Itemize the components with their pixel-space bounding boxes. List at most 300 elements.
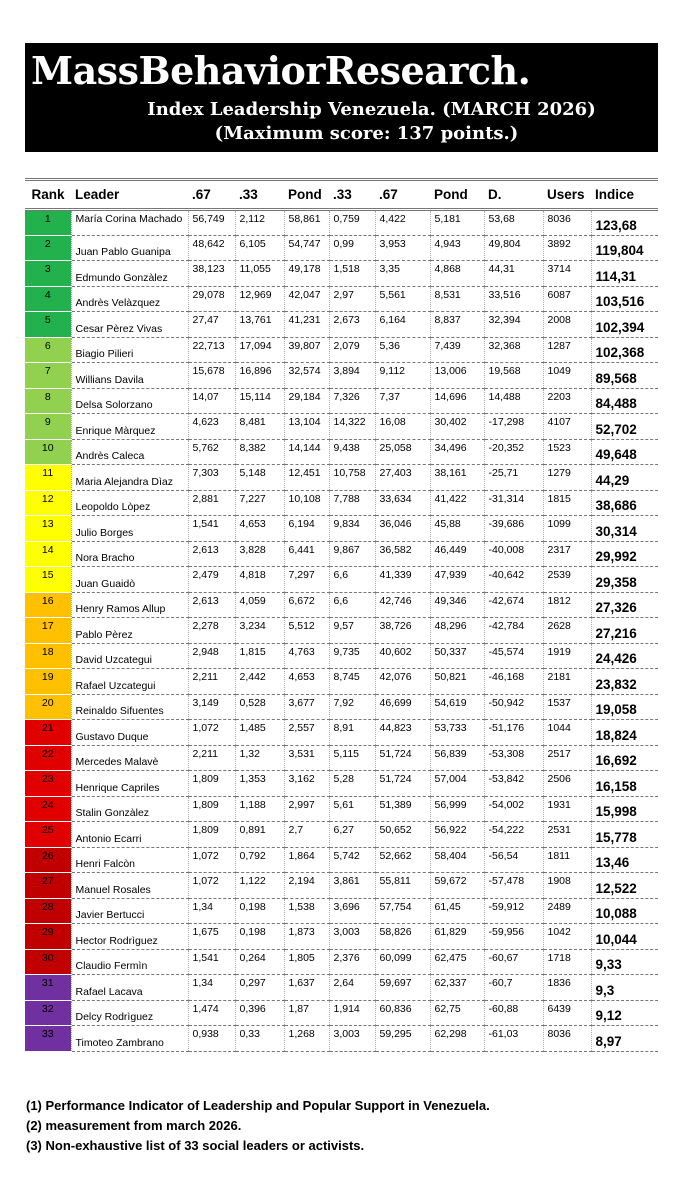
value-cell-c2: 6,105 (235, 235, 284, 261)
value-cell-c4: 0,99 (329, 235, 375, 261)
value-cell-users: 2008 (543, 312, 591, 338)
value-cell-c6: 34,496 (430, 439, 484, 465)
value-cell-c2: 1,485 (235, 720, 284, 746)
value-cell-c3: 6,672 (284, 592, 329, 618)
value-cell-users: 2531 (543, 822, 591, 848)
leader-name: María Corina Machado (71, 210, 188, 236)
value-cell-users: 1811 (543, 847, 591, 873)
value-cell-c6: 56,922 (430, 822, 484, 848)
value-cell-c6: 47,939 (430, 567, 484, 593)
value-cell-d: -54,002 (484, 796, 543, 822)
value-cell-d: -39,686 (484, 516, 543, 542)
value-cell-c5: 44,823 (375, 720, 430, 746)
value-cell-d: -60,67 (484, 949, 543, 975)
column-header-indice: Indice (591, 180, 658, 210)
rank-cell: 3 (25, 261, 71, 287)
rank-cell: 10 (25, 439, 71, 465)
value-cell-d: -45,574 (484, 643, 543, 669)
indice-value: 9,12 (591, 1000, 658, 1026)
value-cell-d: -42,784 (484, 618, 543, 644)
value-cell-c5: 57,754 (375, 898, 430, 924)
leader-name: Javier Bertucci (71, 898, 188, 924)
leader-name: Reinaldo Sifuentes (71, 694, 188, 720)
value-cell-c4: 3,003 (329, 924, 375, 950)
value-cell-c5: 52,662 (375, 847, 430, 873)
value-cell-c3: 7,297 (284, 567, 329, 593)
rank-cell: 28 (25, 898, 71, 924)
table-row (25, 745, 658, 771)
value-cell-c2: 4,653 (235, 516, 284, 542)
column-header-leader: Leader (71, 180, 188, 210)
table-row (25, 592, 658, 618)
indice-value: 114,31 (591, 261, 658, 287)
rank-cell: 14 (25, 541, 71, 567)
value-cell-c5: 46,699 (375, 694, 430, 720)
value-cell-d: -59,956 (484, 924, 543, 950)
value-cell-c6: 30,402 (430, 414, 484, 440)
value-cell-c5: 3,35 (375, 261, 430, 287)
indice-value: 23,832 (591, 669, 658, 695)
value-cell-c2: 0,792 (235, 847, 284, 873)
value-cell-c4: 2,64 (329, 975, 375, 1001)
value-cell-d: -20,352 (484, 439, 543, 465)
indice-value: 27,326 (591, 592, 658, 618)
value-cell-users: 2181 (543, 669, 591, 695)
value-cell-c6: 50,337 (430, 643, 484, 669)
value-cell-c6: 58,404 (430, 847, 484, 873)
value-cell-d: -25,71 (484, 465, 543, 491)
value-cell-c3: 54,747 (284, 235, 329, 261)
value-cell-c3: 1,805 (284, 949, 329, 975)
rank-cell: 9 (25, 414, 71, 440)
value-cell-c1: 22,713 (188, 337, 235, 363)
table-row (25, 490, 658, 516)
value-cell-d: 32,394 (484, 312, 543, 338)
indice-value: 9,33 (591, 949, 658, 975)
value-cell-c4: 5,61 (329, 796, 375, 822)
value-cell-c5: 42,076 (375, 669, 430, 695)
value-cell-c1: 0,938 (188, 1026, 235, 1052)
value-cell-c4: 3,696 (329, 898, 375, 924)
value-cell-c1: 1,072 (188, 847, 235, 873)
value-cell-c2: 15,114 (235, 388, 284, 414)
table-row (25, 286, 658, 312)
column-header-pond-b: Pond (430, 180, 484, 210)
value-cell-c2: 0,297 (235, 975, 284, 1001)
rank-cell: 17 (25, 618, 71, 644)
value-cell-c3: 3,531 (284, 745, 329, 771)
value-cell-d: -54,222 (484, 822, 543, 848)
value-cell-c3: 6,441 (284, 541, 329, 567)
leader-name: Delcy Rodrìguez (71, 1000, 188, 1026)
value-cell-c4: 5,28 (329, 771, 375, 797)
leader-name: Enrique Màrquez (71, 414, 188, 440)
value-cell-c3: 4,653 (284, 669, 329, 695)
value-cell-users: 1812 (543, 592, 591, 618)
value-cell-c1: 1,809 (188, 822, 235, 848)
value-cell-c3: 12,451 (284, 465, 329, 491)
footnote-1: (1) Performance Indicator of Leadership and Popular Support in Venezuela. (26, 1098, 490, 1113)
value-cell-d: -60,88 (484, 1000, 543, 1026)
rank-cell: 11 (25, 465, 71, 491)
value-cell-c3: 2,194 (284, 873, 329, 899)
value-cell-users: 6439 (543, 1000, 591, 1026)
value-cell-c4: 7,788 (329, 490, 375, 516)
value-cell-c2: 1,122 (235, 873, 284, 899)
rank-cell: 20 (25, 694, 71, 720)
value-cell-d: -42,674 (484, 592, 543, 618)
value-cell-d: 53,68 (484, 210, 543, 236)
value-cell-c1: 1,34 (188, 975, 235, 1001)
value-cell-users: 2539 (543, 567, 591, 593)
value-cell-d: -40,642 (484, 567, 543, 593)
value-cell-c4: 2,079 (329, 337, 375, 363)
column-header-d: D. (484, 180, 543, 210)
value-cell-users: 1537 (543, 694, 591, 720)
header-banner (25, 43, 658, 152)
value-cell-users: 1049 (543, 363, 591, 389)
indice-value: 8,97 (591, 1026, 658, 1052)
rank-cell: 8 (25, 388, 71, 414)
value-cell-c3: 49,178 (284, 261, 329, 287)
value-cell-c6: 56,999 (430, 796, 484, 822)
indice-value: 102,394 (591, 312, 658, 338)
value-cell-c1: 1,072 (188, 873, 235, 899)
rank-cell: 23 (25, 771, 71, 797)
value-cell-d: -50,942 (484, 694, 543, 720)
table-row (25, 898, 658, 924)
value-cell-c4: 6,6 (329, 567, 375, 593)
value-cell-c3: 10,108 (284, 490, 329, 516)
rank-cell: 6 (25, 337, 71, 363)
value-cell-users: 1044 (543, 720, 591, 746)
value-cell-c1: 5,762 (188, 439, 235, 465)
indice-value: 15,778 (591, 822, 658, 848)
value-cell-c5: 59,295 (375, 1026, 430, 1052)
value-cell-c3: 5,512 (284, 618, 329, 644)
value-cell-c2: 1,32 (235, 745, 284, 771)
value-cell-c3: 41,231 (284, 312, 329, 338)
value-cell-c4: 5,742 (329, 847, 375, 873)
value-cell-c4: 1,914 (329, 1000, 375, 1026)
value-cell-c2: 7,227 (235, 490, 284, 516)
value-cell-c4: 6,27 (329, 822, 375, 848)
value-cell-c4: 9,735 (329, 643, 375, 669)
leader-name: Antonio Ecarri (71, 822, 188, 848)
rank-cell: 2 (25, 235, 71, 261)
value-cell-c5: 36,046 (375, 516, 430, 542)
rank-cell: 30 (25, 949, 71, 975)
value-cell-d: 14,488 (484, 388, 543, 414)
value-cell-c5: 50,652 (375, 822, 430, 848)
indice-value: 84,488 (591, 388, 658, 414)
value-cell-c1: 2,278 (188, 618, 235, 644)
value-cell-c1: 56,749 (188, 210, 235, 236)
table-row (25, 822, 658, 848)
leader-name: Henri Falcòn (71, 847, 188, 873)
column-header-rank: Rank (25, 180, 71, 210)
brand-title: MassBehaviorResearch. (31, 48, 531, 93)
leader-name: Henrique Capriles (71, 771, 188, 797)
table-row (25, 949, 658, 975)
value-cell-c5: 33,634 (375, 490, 430, 516)
value-cell-users: 2203 (543, 388, 591, 414)
table-row (25, 337, 658, 363)
footnote-3: (3) Non-exhaustive list of 33 social leaders or activists. (26, 1138, 365, 1153)
value-cell-c6: 48,296 (430, 618, 484, 644)
value-cell-d: -61,03 (484, 1026, 543, 1052)
value-cell-c2: 1,353 (235, 771, 284, 797)
value-cell-c6: 5,181 (430, 210, 484, 236)
leader-name: Leopoldo Lòpez (71, 490, 188, 516)
value-cell-c3: 4,763 (284, 643, 329, 669)
value-cell-c4: 6,6 (329, 592, 375, 618)
value-cell-c1: 2,881 (188, 490, 235, 516)
leader-name: Edmundo Gonzàlez (71, 261, 188, 287)
value-cell-c5: 40,602 (375, 643, 430, 669)
value-cell-c3: 6,194 (284, 516, 329, 542)
value-cell-c3: 39,807 (284, 337, 329, 363)
value-cell-c1: 4,623 (188, 414, 235, 440)
value-cell-d: -59,912 (484, 898, 543, 924)
value-cell-c6: 46,449 (430, 541, 484, 567)
value-cell-c1: 1,34 (188, 898, 235, 924)
value-cell-users: 1523 (543, 439, 591, 465)
value-cell-c3: 13,104 (284, 414, 329, 440)
value-cell-c5: 38,726 (375, 618, 430, 644)
column-header-users: Users (543, 180, 591, 210)
value-cell-c6: 62,298 (430, 1026, 484, 1052)
value-cell-c2: 0,396 (235, 1000, 284, 1026)
value-cell-c5: 51,724 (375, 745, 430, 771)
value-cell-users: 1931 (543, 796, 591, 822)
leader-name: Henry Ramos Allup (71, 592, 188, 618)
table-row (25, 567, 658, 593)
value-cell-c5: 7,37 (375, 388, 430, 414)
column-header-c33b: .33 (329, 180, 375, 210)
value-cell-users: 2517 (543, 745, 591, 771)
value-cell-c3: 3,677 (284, 694, 329, 720)
value-cell-c2: 11,055 (235, 261, 284, 287)
value-cell-users: 1287 (543, 337, 591, 363)
rank-cell: 25 (25, 822, 71, 848)
value-cell-c2: 17,094 (235, 337, 284, 363)
value-cell-c4: 5,115 (329, 745, 375, 771)
indice-value: 103,516 (591, 286, 658, 312)
value-cell-c2: 0,198 (235, 924, 284, 950)
value-cell-d: -53,842 (484, 771, 543, 797)
indice-value: 19,058 (591, 694, 658, 720)
value-cell-users: 1042 (543, 924, 591, 950)
table-row (25, 720, 658, 746)
value-cell-c6: 62,475 (430, 949, 484, 975)
max-score-note: (Maximum score: 137 points.) (214, 123, 519, 144)
value-cell-c5: 16,08 (375, 414, 430, 440)
value-cell-c1: 1,541 (188, 949, 235, 975)
value-cell-c2: 13,761 (235, 312, 284, 338)
value-cell-c2: 0,264 (235, 949, 284, 975)
value-cell-c6: 56,839 (430, 745, 484, 771)
value-cell-c1: 1,072 (188, 720, 235, 746)
report-subtitle: Index Leadership Venezuela. (MARCH 2026) (147, 99, 596, 120)
rank-cell: 24 (25, 796, 71, 822)
indice-value: 119,804 (591, 235, 658, 261)
value-cell-c6: 62,75 (430, 1000, 484, 1026)
value-cell-c4: 3,003 (329, 1026, 375, 1052)
value-cell-c4: 2,97 (329, 286, 375, 312)
indice-value: 44,29 (591, 465, 658, 491)
value-cell-c5: 3,953 (375, 235, 430, 261)
value-cell-d: -57,478 (484, 873, 543, 899)
value-cell-users: 1815 (543, 490, 591, 516)
value-cell-users: 3892 (543, 235, 591, 261)
rank-cell: 1 (25, 210, 71, 236)
leader-name: Willians Davila (71, 363, 188, 389)
value-cell-c3: 29,184 (284, 388, 329, 414)
leader-name: Andrès Caleca (71, 439, 188, 465)
value-cell-c4: 9,57 (329, 618, 375, 644)
value-cell-c6: 38,161 (430, 465, 484, 491)
value-cell-c2: 8,382 (235, 439, 284, 465)
value-cell-c2: 5,148 (235, 465, 284, 491)
value-cell-users: 1099 (543, 516, 591, 542)
indice-value: 18,824 (591, 720, 658, 746)
rank-cell: 26 (25, 847, 71, 873)
value-cell-c4: 3,894 (329, 363, 375, 389)
value-cell-c6: 53,733 (430, 720, 484, 746)
column-header-c33a: .33 (235, 180, 284, 210)
rank-cell: 27 (25, 873, 71, 899)
value-cell-c2: 4,059 (235, 592, 284, 618)
value-cell-c4: 9,867 (329, 541, 375, 567)
value-cell-c1: 29,078 (188, 286, 235, 312)
footnotes (26, 1096, 666, 1156)
value-cell-c3: 58,861 (284, 210, 329, 236)
leader-name: Juan Pablo Guanipa (71, 235, 188, 261)
value-cell-c1: 1,809 (188, 796, 235, 822)
value-cell-c4: 1,518 (329, 261, 375, 287)
value-cell-c1: 2,948 (188, 643, 235, 669)
value-cell-c6: 49,346 (430, 592, 484, 618)
table-row (25, 975, 658, 1001)
column-header-c67a: .67 (188, 180, 235, 210)
value-cell-c1: 38,123 (188, 261, 235, 287)
value-cell-c1: 2,613 (188, 592, 235, 618)
leader-name: Rafael Uzcategui (71, 669, 188, 695)
indice-value: 27,216 (591, 618, 658, 644)
value-cell-c6: 59,672 (430, 873, 484, 899)
value-cell-c5: 5,36 (375, 337, 430, 363)
indice-value: 15,998 (591, 796, 658, 822)
value-cell-c2: 0,891 (235, 822, 284, 848)
value-cell-c3: 2,7 (284, 822, 329, 848)
value-cell-c4: 8,745 (329, 669, 375, 695)
value-cell-c3: 2,997 (284, 796, 329, 822)
value-cell-c5: 58,826 (375, 924, 430, 950)
value-cell-c1: 14,07 (188, 388, 235, 414)
indice-value: 29,992 (591, 541, 658, 567)
indice-value: 16,692 (591, 745, 658, 771)
footnote-2: (2) measurement from march 2026. (26, 1118, 242, 1133)
value-cell-users: 2506 (543, 771, 591, 797)
indice-value: 13,46 (591, 847, 658, 873)
table-row (25, 261, 658, 287)
value-cell-c3: 2,557 (284, 720, 329, 746)
rank-cell: 5 (25, 312, 71, 338)
leader-name: Claudio Fermìn (71, 949, 188, 975)
table-row (25, 796, 658, 822)
leader-name: Nora Bracho (71, 541, 188, 567)
indice-value: 10,044 (591, 924, 658, 950)
rank-cell: 13 (25, 516, 71, 542)
value-cell-c5: 55,811 (375, 873, 430, 899)
value-cell-users: 2489 (543, 898, 591, 924)
value-cell-c5: 36,582 (375, 541, 430, 567)
value-cell-c5: 51,724 (375, 771, 430, 797)
leader-name: Juan Guaidò (71, 567, 188, 593)
rank-cell: 18 (25, 643, 71, 669)
value-cell-c5: 25,058 (375, 439, 430, 465)
value-cell-users: 4107 (543, 414, 591, 440)
value-cell-users: 1908 (543, 873, 591, 899)
value-cell-c3: 1,637 (284, 975, 329, 1001)
rank-cell: 4 (25, 286, 71, 312)
value-cell-c1: 15,678 (188, 363, 235, 389)
indice-value: 38,686 (591, 490, 658, 516)
leader-name: Hector Rodrìguez (71, 924, 188, 950)
indice-value: 9,3 (591, 975, 658, 1001)
leader-name: Pablo Pèrez (71, 618, 188, 644)
value-cell-users: 6087 (543, 286, 591, 312)
indice-value: 30,314 (591, 516, 658, 542)
value-cell-c4: 7,92 (329, 694, 375, 720)
value-cell-c4: 0,759 (329, 210, 375, 236)
table-row (25, 312, 658, 338)
value-cell-c4: 10,758 (329, 465, 375, 491)
value-cell-c1: 1,675 (188, 924, 235, 950)
value-cell-c6: 61,45 (430, 898, 484, 924)
leader-name: Rafael Lacava (71, 975, 188, 1001)
value-cell-users: 1279 (543, 465, 591, 491)
value-cell-c3: 42,047 (284, 286, 329, 312)
leader-name: Julio Borges (71, 516, 188, 542)
value-cell-c2: 0,33 (235, 1026, 284, 1052)
value-cell-c1: 1,541 (188, 516, 235, 542)
value-cell-users: 2317 (543, 541, 591, 567)
value-cell-c4: 9,834 (329, 516, 375, 542)
value-cell-d: -40,008 (484, 541, 543, 567)
value-cell-c4: 14,322 (329, 414, 375, 440)
indice-value: 52,702 (591, 414, 658, 440)
value-cell-c5: 27,403 (375, 465, 430, 491)
rank-cell: 12 (25, 490, 71, 516)
value-cell-c1: 3,149 (188, 694, 235, 720)
value-cell-users: 2628 (543, 618, 591, 644)
value-cell-c6: 62,337 (430, 975, 484, 1001)
value-cell-c2: 0,528 (235, 694, 284, 720)
leader-name: Cesar Pèrez Vivas (71, 312, 188, 338)
indice-value: 29,358 (591, 567, 658, 593)
value-cell-d: 32,368 (484, 337, 543, 363)
value-cell-c1: 1,809 (188, 771, 235, 797)
value-cell-d: 33,516 (484, 286, 543, 312)
table-row (25, 694, 658, 720)
value-cell-d: -31,314 (484, 490, 543, 516)
rank-cell: 31 (25, 975, 71, 1001)
table-row (25, 541, 658, 567)
value-cell-users: 1718 (543, 949, 591, 975)
value-cell-c4: 7,326 (329, 388, 375, 414)
